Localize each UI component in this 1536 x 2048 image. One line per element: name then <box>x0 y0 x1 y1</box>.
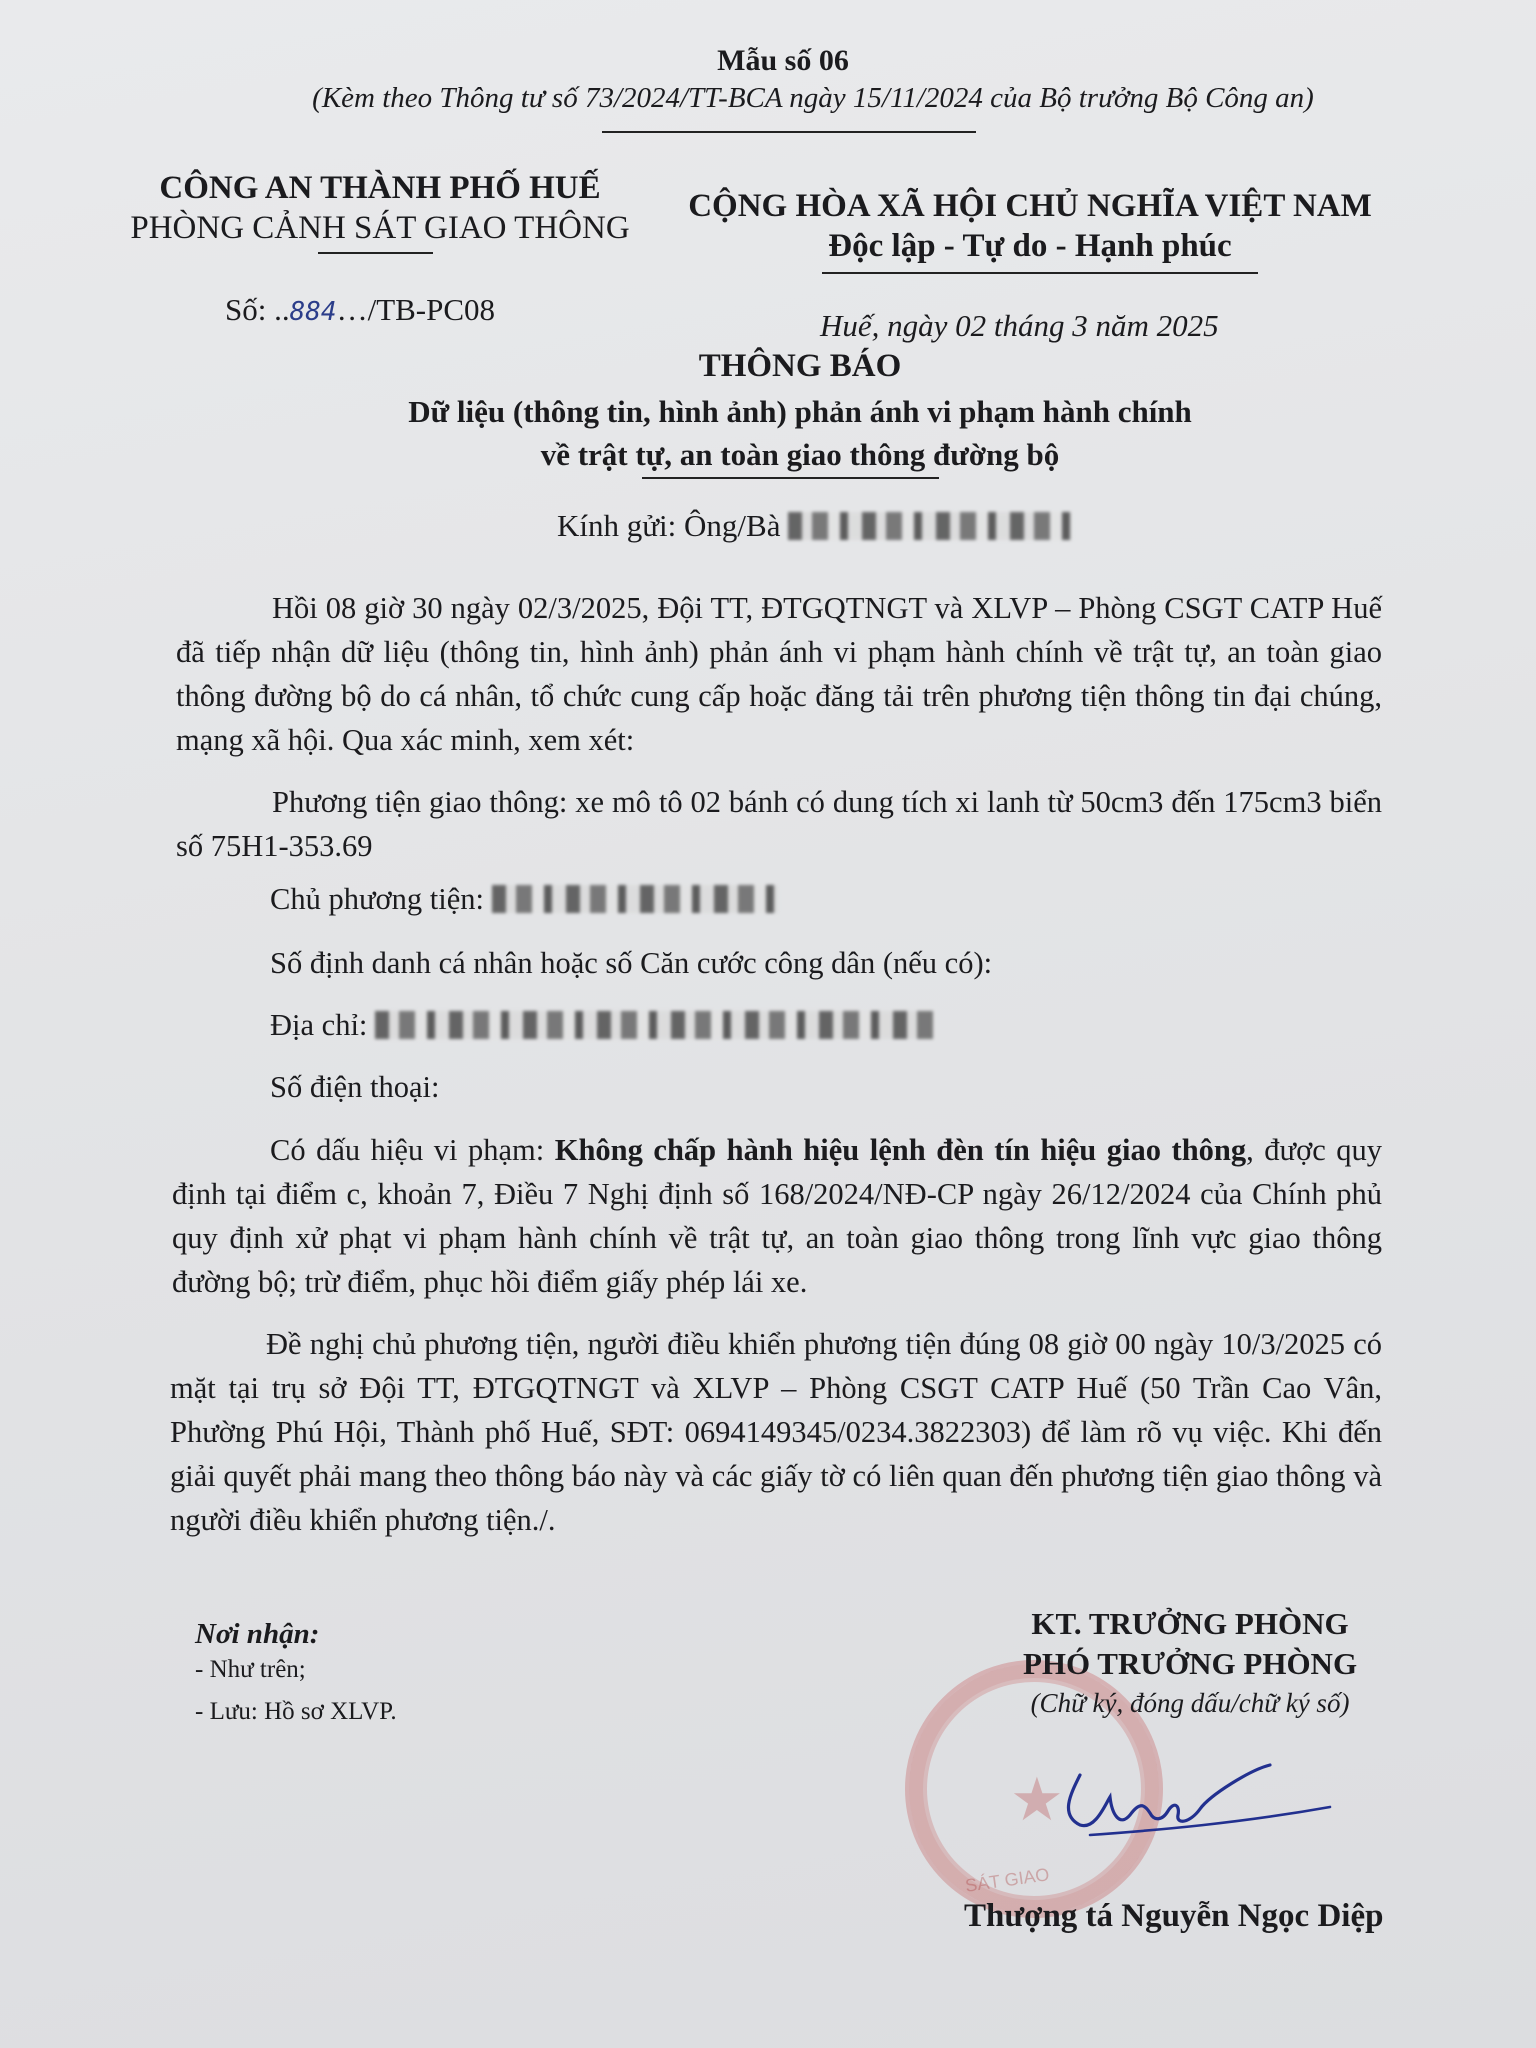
national-motto: Độc lập - Tự do - Hạnh phúc <box>828 228 1232 264</box>
paragraph-request: Đề nghị chủ phương tiện, người điều khiển phương tiện đúng 08 giờ 00 ngày 10/3/2025 có mặt tại trụ sở Đội TT, ĐTGQTNGT và XLVP – Phòng CSGT CATP Huế (50 Trần Cao Vân, Phường Phú Hội, Thành phố Huế, SĐT: 0694149345/0234.3822303) để làm rõ vụ việc. Khi đến giải quyết phải mang theo thông báo này và các giấy tờ có liên quan đến phương tiện giao thông và người điều khiển phương tiện./. <box>170 1327 1382 1537</box>
paragraph-violation: Có dấu hiệu vi phạm: Không chấp hành hiệu lệnh đèn tín hiệu giao thông, được quy định tại điểm c, khoản 7, Điều 7 Nghị định số 168/2024/NĐ-CP ngày 26/12/2024 của Chính phủ quy định xử phạt vi phạm hành chính về trật tự, an toàn giao thông trong lĩnh vực giao thông đường bộ; trừ điểm, phục hồi điểm giấy phép lái xe. <box>172 1133 1383 1299</box>
handwritten-signature <box>1050 1735 1340 1855</box>
signature-note: (Chữ ký, đóng dấu/chữ ký số) <box>1030 1688 1350 1718</box>
recipient-item: - Lưu: Hồ sơ XLVP. <box>195 1698 397 1725</box>
issuer-divider <box>318 252 433 254</box>
handwritten-number: 884 <box>289 297 337 327</box>
paragraph-vehicle: Phương tiện giao thông: xe mô tô 02 bánh có dung tích xi lanh từ 50cm3 đến 175cm3 biển số 75H1-353.69 <box>176 785 1382 863</box>
motto-divider <box>822 272 1258 274</box>
notice-title: THÔNG BÁO <box>698 348 902 384</box>
recipient-line: Kính gửi: Ông/Bà <box>557 508 1072 544</box>
redacted-address <box>375 1011 933 1039</box>
address-line: Địa chỉ: <box>270 1008 933 1043</box>
id-line: Số định danh cá nhân hoặc số Căn cước công dân (nếu có): <box>270 946 993 980</box>
title-divider <box>642 477 939 479</box>
signer-name: Thượng tá Nguyễn Ngọc Diệp <box>964 1898 1384 1934</box>
notice-subtitle-1: Dữ liệu (thông tin, hình ảnh) phản ánh vi phạm hành chính <box>408 394 1192 429</box>
seal-star-icon: ★ <box>1010 1765 1064 1835</box>
redacted-recipient-name <box>788 512 1072 540</box>
recipient-item: - Như trên; <box>195 1656 306 1683</box>
owner-line: Chủ phương tiện: <box>270 882 778 917</box>
issuer-line1: CÔNG AN THÀNH PHỐ HUẾ <box>159 170 601 206</box>
notice-subtitle-2: về trật tự, an toàn giao thông đường bộ <box>540 437 1060 472</box>
recipients-label: Nơi nhận: <box>195 1618 320 1650</box>
seal-text: SÁT GIAO <box>963 1864 1051 1896</box>
place-date: Huế, ngày 02 tháng 3 năm 2025 <box>820 308 1219 343</box>
issuer-line2: PHÒNG CẢNH SÁT GIAO THÔNG <box>130 210 630 246</box>
national-title: CỘNG HÒA XÃ HỘI CHỦ NGHĨA VIỆT NAM <box>688 188 1372 224</box>
paragraph-received: Hồi 08 giờ 30 ngày 02/3/2025, Đội TT, ĐTGQTNGT và XLVP – Phòng CSGT CATP Huế đã tiếp nhận dữ liệu (thông tin, hình ảnh) phản ánh vi phạm hành chính về trật tự, an toàn giao thông đường bộ do cá nhân, tổ chức cung cấp hoặc đăng tải trên phương tiện thông tin đại chúng, mạng xã hội. Qua xác minh, xem xét: <box>176 591 1382 757</box>
form-reference: (Kèm theo Thông tư số 73/2024/TT-BCA ngày 15/11/2024 của Bộ trưởng Bộ Công an) <box>312 82 1314 114</box>
redacted-owner-name <box>492 885 778 913</box>
form-number: Mẫu số 06 <box>717 44 849 77</box>
violation-name: Không chấp hành hiệu lệnh đèn tín hiệu giao thông <box>554 1133 1247 1167</box>
signature-title-2: PHÓ TRƯỞNG PHÒNG <box>1022 1646 1358 1681</box>
form-divider <box>602 131 976 133</box>
signature-title-1: KT. TRƯỞNG PHÒNG <box>1031 1606 1349 1641</box>
phone-line: Số điện thoại: <box>270 1070 440 1104</box>
document-number: Số: ..884…/TB-PC08 <box>225 292 496 327</box>
